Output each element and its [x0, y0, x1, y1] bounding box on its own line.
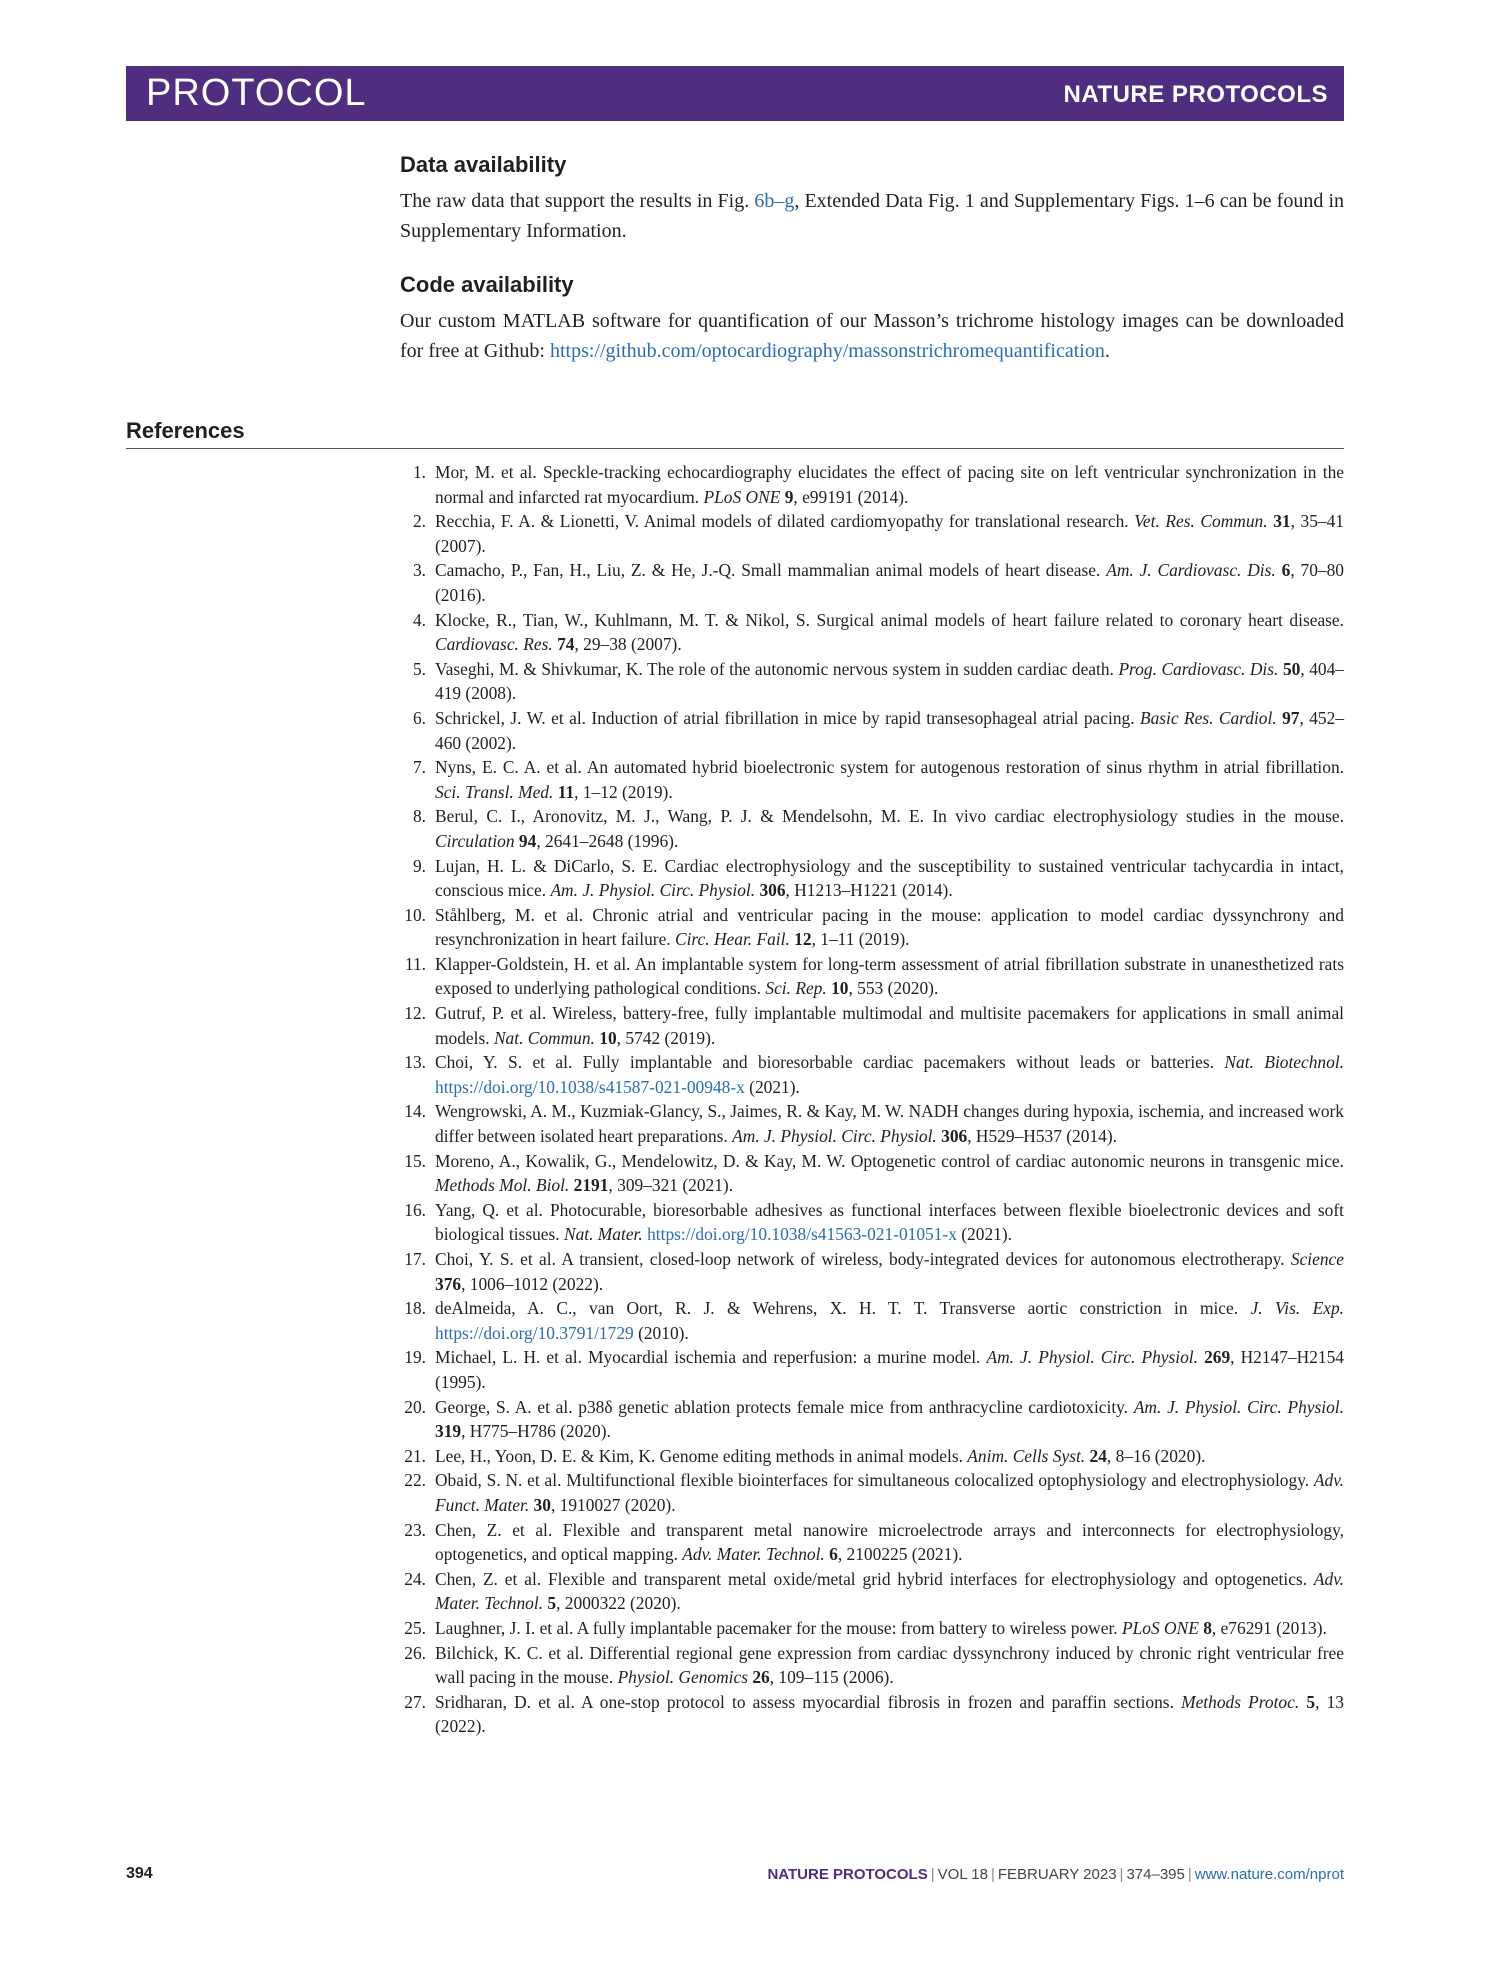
- footer-date: FEBRUARY 2023: [997, 1866, 1117, 1883]
- reference-item: [398, 1099, 1344, 1148]
- reference-item: [398, 1247, 1344, 1296]
- reference-volume: 5: [547, 1593, 557, 1614]
- reference-details: (2021).: [956, 1224, 1012, 1245]
- reference-authors-title: Obaid, S. N. et al. Multifunctional flexible biointerfaces for simultaneous colocalized optophysiology and electrophysiology.: [435, 1470, 1314, 1491]
- reference-journal: Vet. Res. Commun.: [1134, 511, 1268, 532]
- reference-journal: Methods Mol. Biol.: [435, 1175, 570, 1196]
- header-banner: [126, 66, 1344, 121]
- reference-item: [398, 1149, 1344, 1198]
- footer-journal: NATURE PROTOCOLS: [767, 1866, 928, 1883]
- reference-details: , H1213–H1221 (2014).: [785, 880, 953, 901]
- reference-authors-title: Wengrowski, A. M., Kuzmiak-Glancy, S., Jaimes, R. & Kay, M. W. NADH changes during hypoxia, ischemia, and increased work differ between isolated heart preparations.: [435, 1101, 1344, 1147]
- reference-number: 12.: [404, 1003, 426, 1024]
- reference-volume: 10: [599, 1027, 617, 1048]
- reference-volume: 376: [435, 1273, 462, 1294]
- journal-name: NATURE PROTOCOLS: [1063, 81, 1328, 108]
- footer-volume: VOL 18: [937, 1866, 988, 1883]
- reference-list: [398, 460, 1344, 1739]
- reference-authors-title: Choi, Y. S. et al. Fully implantable and bioresorbable cardiac pacemakers without leads or batteries.: [435, 1052, 1225, 1073]
- reference-number: 7.: [412, 757, 426, 778]
- reference-journal: Am. J. Physiol. Circ. Physiol.: [1133, 1396, 1344, 1417]
- reference-item: [398, 460, 1344, 509]
- reference-item: [398, 1198, 1344, 1247]
- reference-details: , 452–460 (2002).: [435, 707, 1345, 753]
- reference-journal: PLoS ONE: [1122, 1617, 1199, 1638]
- reference-journal: Prog. Cardiovasc. Dis.: [1118, 658, 1279, 679]
- reference-item: [398, 706, 1344, 755]
- reference-authors-title: Yang, Q. et al. Photocurable, bioresorbable adhesives as functional interfaces between flexible bioelectronic devices and soft biological tissues.: [435, 1199, 1344, 1245]
- reference-journal: Cardiovasc. Res.: [435, 634, 553, 655]
- reference-details: , 2100225 (2021).: [837, 1544, 963, 1565]
- references-header: [126, 418, 1344, 449]
- references-heading: References: [126, 418, 245, 443]
- reference-item: [398, 755, 1344, 804]
- reference-journal: Circulation: [435, 830, 515, 851]
- reference-volume: 94: [518, 830, 537, 851]
- footer-url[interactable]: www.nature.com/nprot: [1194, 1866, 1344, 1883]
- reference-volume: 12: [794, 929, 812, 950]
- reference-journal: Am. J. Cardiovasc. Dis.: [1106, 560, 1276, 581]
- reference-item: [398, 1567, 1344, 1616]
- reference-authors-title: Mor, M. et al. Speckle-tracking echocardiography elucidates the effect of pacing site on left ventricular synchronization in the normal and infarcted rat myocardium.: [435, 462, 1344, 507]
- reference-journal: Am. J. Physiol. Circ. Physiol.: [986, 1347, 1198, 1368]
- reference-details: , e76291 (2013).: [1211, 1617, 1327, 1638]
- reference-volume: 30: [533, 1494, 551, 1515]
- github-link[interactable]: https://github.com/optocardiography/massonstrichromequantification: [549, 340, 1105, 362]
- reference-authors-title: Lee, H., Yoon, D. E. & Kim, K. Genome editing methods in animal models.: [435, 1445, 968, 1466]
- reference-doi-link[interactable]: https://doi.org/10.1038/s41563-021-01051-x: [647, 1224, 957, 1245]
- reference-authors-title: George, S. A. et al. p38δ genetic ablation protects female mice from anthracycline cardiotoxicity.: [435, 1396, 1134, 1417]
- reference-details: , 1006–1012 (2022).: [461, 1273, 604, 1294]
- reference-number: 26.: [404, 1642, 426, 1663]
- reference-details: (2010).: [633, 1322, 689, 1343]
- reference-authors-title: Choi, Y. S. et al. A transient, closed-loop network of wireless, body-integrated devices for autonomous electrotherapy.: [435, 1249, 1291, 1269]
- reference-details: , 29–38 (2007).: [574, 634, 682, 655]
- reference-number: 11.: [404, 953, 426, 974]
- reference-item: [398, 1296, 1344, 1345]
- reference-details: , e99191 (2014).: [793, 486, 909, 507]
- reference-details: , 8–16 (2020).: [1106, 1445, 1206, 1466]
- reference-number: 15.: [404, 1150, 426, 1171]
- reference-details: , 404–419 (2008).: [435, 658, 1344, 704]
- reference-number: 27.: [404, 1691, 426, 1712]
- reference-journal: Am. J. Physiol. Circ. Physiol.: [550, 880, 756, 901]
- reference-item: [398, 657, 1344, 706]
- reference-authors-title: Klapper-Goldstein, H. et al. An implantable system for long-term assessment of atrial fibrillation substrate in unanesthetized rats exposed to underlying pathological conditions.: [435, 953, 1344, 999]
- reference-journal: Adv. Funct. Mater.: [435, 1470, 1344, 1515]
- reference-number: 3.: [412, 560, 426, 581]
- reference-number: 9.: [412, 855, 426, 876]
- reference-details: , 309–321 (2021).: [608, 1175, 734, 1196]
- reference-number: 19.: [404, 1347, 426, 1368]
- code-availability-heading: Code availability: [400, 272, 574, 297]
- reference-details: (2021).: [744, 1076, 800, 1097]
- reference-journal: Adv. Mater. Technol.: [435, 1568, 1344, 1614]
- reference-item: [398, 1001, 1344, 1050]
- figure-link[interactable]: 6b–g: [754, 190, 795, 212]
- reference-number: 20.: [404, 1396, 426, 1417]
- reference-number: 14.: [404, 1101, 426, 1122]
- reference-volume: 2191: [573, 1175, 609, 1196]
- reference-details: , 13 (2022).: [435, 1691, 1344, 1737]
- reference-journal: Adv. Mater. Technol.: [682, 1544, 825, 1565]
- reference-details: , H529–H537 (2014).: [967, 1126, 1117, 1147]
- reference-volume: 31: [1273, 511, 1291, 532]
- reference-authors-title: Nyns, E. C. A. et al. An automated hybrid bioelectronic system for autogenous restoration of sinus rhythm in atrial fibrillation.: [435, 757, 1344, 778]
- reference-authors-title: Moreno, A., Kowalik, G., Mendelowitz, D. & Kay, M. W. Optogenetic control of cardiac autonomic neurons in transgenic mice.: [435, 1150, 1344, 1171]
- reference-number: 18.: [404, 1298, 426, 1319]
- reference-authors-title: Michael, L. H. et al. Myocardial ischemia and reperfusion: a murine model.: [435, 1347, 987, 1368]
- reference-number: 25.: [404, 1617, 426, 1638]
- reference-journal: PLoS ONE: [703, 486, 781, 507]
- code-availability-section: [400, 272, 1344, 366]
- reference-number: 5.: [412, 658, 426, 679]
- reference-item: [398, 558, 1344, 607]
- reference-journal: Physiol. Genomics: [617, 1667, 748, 1688]
- reference-item: [398, 1690, 1344, 1739]
- reference-authors-title: Ståhlberg, M. et al. Chronic atrial and ventricular pacing in the mouse: application to model cardiac dyssynchrony and resynchronization in heart failure.: [435, 904, 1344, 950]
- reference-volume: 10: [831, 978, 849, 999]
- reference-item: [398, 1518, 1344, 1567]
- data-availability-heading: Data availability: [400, 152, 567, 177]
- reference-volume: 9: [784, 486, 794, 507]
- reference-number: 23.: [404, 1519, 426, 1540]
- reference-details: , 1–11 (2019).: [811, 929, 910, 950]
- reference-journal: Sci. Rep.: [765, 978, 827, 999]
- reference-item: [398, 854, 1344, 903]
- reference-authors-title: Berul, C. I., Aronovitz, M. J., Wang, P. J. & Mendelsohn, M. E. In vivo cardiac electrophysiology studies in the mouse.: [435, 806, 1344, 827]
- reference-details: , 553 (2020).: [848, 978, 939, 999]
- reference-authors-title: Gutruf, P. et al. Wireless, battery-free, fully implantable multimodal and multisite pacemakers for applications in small animal models.: [435, 1003, 1344, 1048]
- reference-volume: 8: [1203, 1617, 1212, 1638]
- reference-authors-title: Chen, Z. et al. Flexible and transparent metal oxide/metal grid hybrid interfaces for electrophysiology and optogenetics.: [435, 1568, 1314, 1589]
- reference-journal: Am. J. Physiol. Circ. Physiol.: [732, 1126, 937, 1147]
- reference-details: , 109–115 (2006).: [769, 1667, 894, 1688]
- reference-details: , 1–12 (2019).: [574, 781, 673, 802]
- footer-pages: 374–395: [1126, 1866, 1185, 1883]
- reference-volume: 6: [1281, 560, 1291, 581]
- reference-authors-title: Chen, Z. et al. Flexible and transparent metal nanowire microelectrode arrays and interconnects for electrophysiology, optogenetics, and optical mapping.: [435, 1519, 1344, 1565]
- reference-number: 8.: [412, 806, 426, 827]
- reference-journal: Nat. Mater.: [563, 1224, 643, 1245]
- reference-authors-title: Lujan, H. L. & DiCarlo, S. E. Cardiac electrophysiology and the susceptibility to sustained ventricular tachycardia in intact, conscious mice.: [435, 855, 1344, 901]
- reference-item: [398, 1050, 1344, 1099]
- reference-details: , 2641–2648 (1996).: [536, 830, 679, 851]
- reference-number: 6.: [412, 707, 426, 728]
- reference-volume: 5: [1306, 1691, 1316, 1712]
- reference-number: 24.: [404, 1568, 426, 1589]
- section-label: PROTOCOL: [146, 72, 367, 114]
- reference-item: [398, 1641, 1344, 1690]
- reference-volume: 11: [557, 781, 575, 802]
- reference-authors-title: Camacho, P., Fan, H., Liu, Z. & He, J.-Q. Small mammalian animal models of heart disease.: [435, 560, 1107, 581]
- reference-item: [398, 608, 1344, 657]
- reference-details: , H2147–H2154 (1995).: [435, 1347, 1344, 1392]
- reference-item: [398, 1468, 1344, 1517]
- reference-details: , 5742 (2019).: [616, 1027, 716, 1048]
- reference-number: 13.: [404, 1052, 426, 1073]
- reference-number: 4.: [412, 609, 426, 630]
- reference-volume: 6: [829, 1544, 838, 1565]
- reference-details: , H775–H786 (2020).: [461, 1421, 611, 1442]
- reference-item: [398, 1444, 1344, 1469]
- reference-number: 2.: [412, 511, 426, 532]
- reference-journal: Methods Protoc.: [1181, 1691, 1300, 1712]
- reference-item: [398, 903, 1344, 952]
- reference-number: 10.: [404, 904, 426, 925]
- reference-details: , 70–80 (2016).: [435, 560, 1344, 605]
- reference-volume: 306: [759, 880, 786, 901]
- reference-number: 17.: [404, 1249, 426, 1269]
- reference-journal: Sci. Transl. Med.: [435, 781, 554, 802]
- reference-authors-title: Schrickel, J. W. et al. Induction of atrial fibrillation in mice by rapid transesophageal atrial pacing.: [435, 707, 1140, 728]
- page-number: 394: [126, 1865, 153, 1882]
- reference-details: , 1910027 (2020).: [550, 1494, 676, 1515]
- reference-volume: 269: [1204, 1347, 1231, 1368]
- reference-details: , 2000322 (2020).: [556, 1593, 681, 1614]
- reference-item: [398, 509, 1344, 558]
- reference-journal: Basic Res. Cardiol.: [1139, 707, 1277, 728]
- data-availability-text: The raw data that support the results in Fig. 6b–g, Extended Data Fig. 1 and Supplementary Figs. 1–6 can be found in Supplementary Information.: [400, 190, 1345, 242]
- reference-journal: J. Vis. Exp.: [1250, 1298, 1344, 1319]
- reference-volume: 97: [1282, 707, 1300, 728]
- reference-journal: Science: [1290, 1249, 1344, 1269]
- footer-citation: NATURE PROTOCOLS | VOL 18 | FEBRUARY 2023 | 374–395 | www.nature.com/nprot: [767, 1866, 1344, 1883]
- reference-doi-link[interactable]: https://doi.org/10.3791/1729: [435, 1322, 634, 1343]
- reference-journal: Anim. Cells Syst.: [967, 1445, 1086, 1466]
- reference-volume: 24: [1089, 1445, 1107, 1466]
- reference-authors-title: Recchia, F. A. & Lionetti, V. Animal models of dilated cardiomyopathy for translational research.: [435, 511, 1135, 532]
- reference-number: 1.: [412, 462, 426, 482]
- reference-authors-title: Bilchick, K. C. et al. Differential regional gene expression from cardiac dyssynchrony induced by chronic right ventricular free wall pacing in the mouse.: [435, 1642, 1344, 1688]
- reference-volume: 26: [752, 1667, 770, 1688]
- reference-item: [398, 804, 1344, 853]
- reference-journal: Nat. Commun.: [493, 1027, 595, 1048]
- reference-journal: Nat. Biotechnol.: [1224, 1052, 1345, 1073]
- data-availability-section: [400, 152, 1344, 246]
- reference-volume: 319: [435, 1421, 462, 1442]
- reference-item: [398, 952, 1344, 1001]
- reference-volume: 50: [1282, 658, 1301, 679]
- reference-item: [398, 1616, 1344, 1641]
- reference-doi-link[interactable]: https://doi.org/10.1038/s41587-021-00948-x: [435, 1076, 745, 1097]
- reference-authors-title: Sridharan, D. et al. A one-stop protocol to assess myocardial fibrosis in frozen and paraffin sections.: [435, 1691, 1182, 1712]
- reference-item: [398, 1345, 1344, 1394]
- reference-number: 21.: [404, 1445, 426, 1466]
- code-availability-text: Our custom MATLAB software for quantification of our Masson’s trichrome histology images can be downloaded for free at Github: https://github.com/optocardiography/massonstrichromequantification.: [400, 310, 1344, 362]
- reference-item: [398, 1395, 1344, 1444]
- reference-number: 22.: [404, 1470, 426, 1491]
- reference-authors-title: Klocke, R., Tian, W., Kuhlmann, M. T. & Nikol, S. Surgical animal models of heart failure related to coronary heart disease.: [435, 609, 1344, 630]
- reference-volume: 306: [941, 1126, 968, 1147]
- reference-authors-title: Laughner, J. I. et al. A fully implantable pacemaker for the mouse: from battery to wireless power.: [435, 1617, 1122, 1638]
- reference-number: 16.: [404, 1199, 426, 1220]
- reference-authors-title: deAlmeida, A. C., van Oort, R. J. & Wehrens, X. H. T. T. Transverse aortic constriction in mice.: [435, 1298, 1251, 1319]
- reference-authors-title: Vaseghi, M. & Shivkumar, K. The role of the autonomic nervous system in sudden cardiac death.: [435, 658, 1119, 679]
- reference-volume: 74: [557, 634, 575, 655]
- reference-journal: Circ. Hear. Fail.: [675, 929, 790, 950]
- reference-details: , 35–41 (2007).: [435, 511, 1344, 556]
